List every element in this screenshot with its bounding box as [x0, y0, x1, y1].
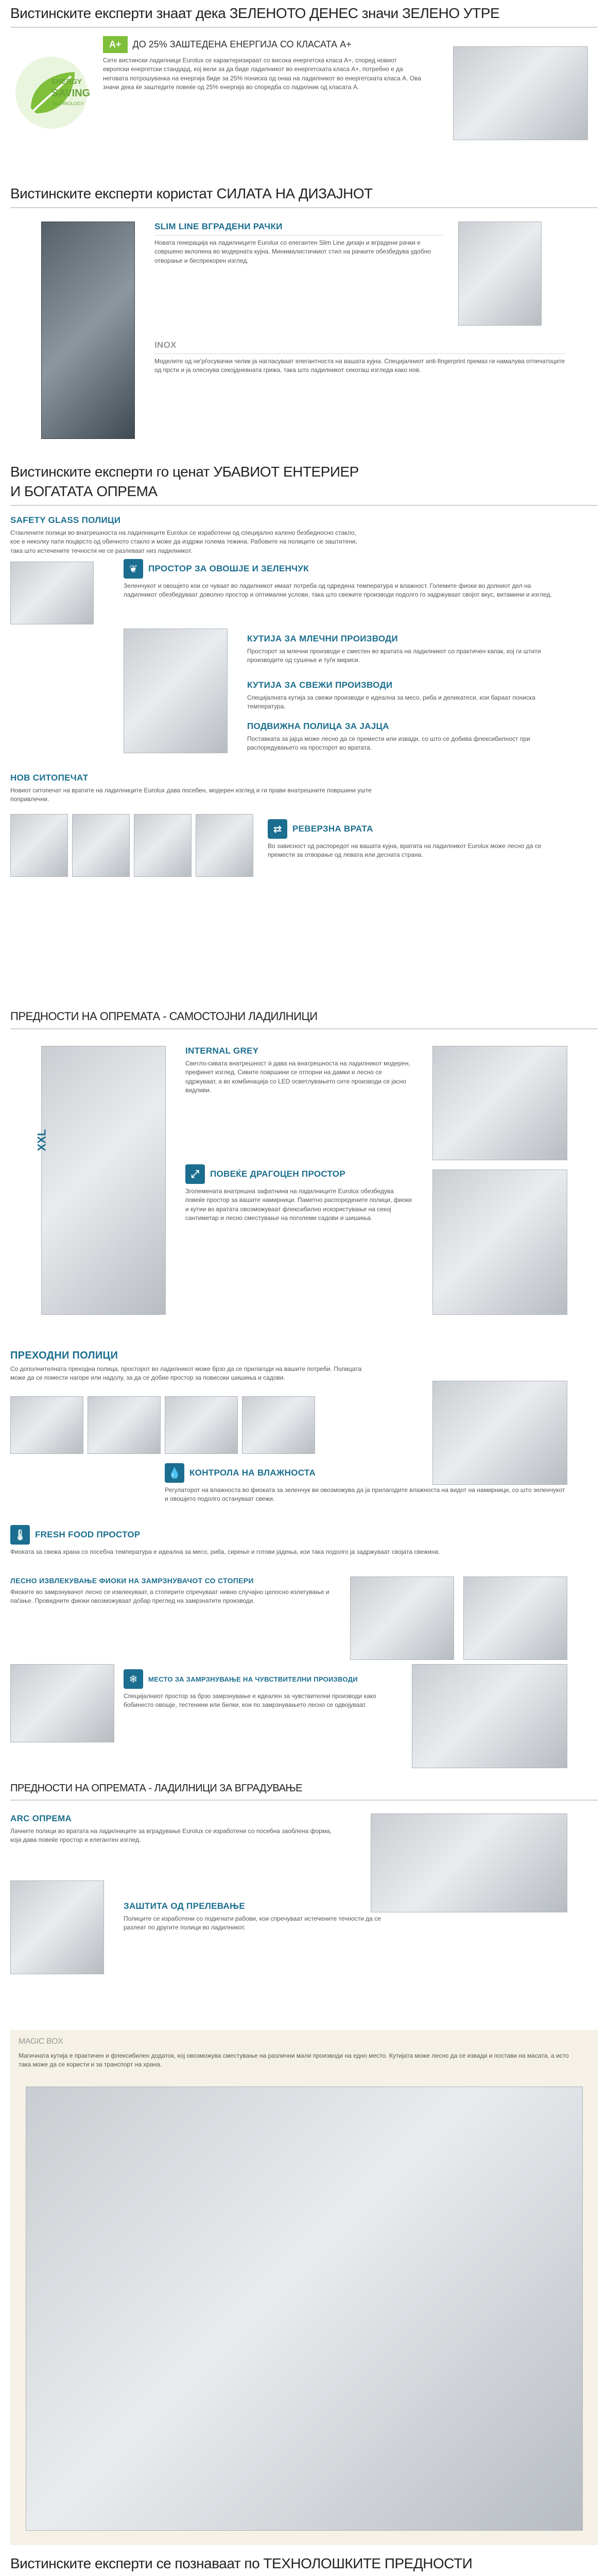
reversible-door-block: [268, 819, 566, 863]
energy-description: Сите вистински ладилници Eurolux се карактеризираат со висока енергетска класа А+, според новиот европски енергетски стандард, кој вели за да биде ладилникот во енергетската класа А+, потребно е да неговата потрошувачка на енергија биде за 25% пониска од онаа на ладилникот во енергетската класа А. Ова значи дека ќе заштедите повеќе од 25% енергија во споредба со ладилник од класата А.: [103, 57, 422, 91]
fridge-photo-slim: [41, 222, 135, 439]
arc-title: ARC ОПРЕМА: [10, 1814, 72, 1823]
interior-title-2: И БОГАТАТА ОПРЕМА: [10, 483, 158, 499]
snowflake-icon: ❄: [124, 1669, 143, 1689]
xxl-label: XXL: [35, 1129, 48, 1151]
safety-glass-text: Стаклените полици во внатрешноста на ладилниците Eurolux се изработени од специјално калено безбедносно стакло, кое е неколку пати поцврсто од обичното стакло и може да издржи голема тежина. Рабовите на полиците се заштитени, така што истечените течности не се разлеваат низ ладилникот.: [10, 529, 357, 554]
advantages-section: [10, 1010, 598, 1350]
magic-box-title: MAGIC BOX: [19, 2037, 63, 2046]
humidity-text: Регулаторот на влажноста во фиоката за зеленчук ви овозможува да ја прилагодите влажноста на видот на намирници, со што зеленчукот и овошјето подолго остануваат свежи.: [165, 1486, 565, 1503]
freeze-spot-block: [124, 1669, 391, 1713]
drawer-stop-text: Фиоките во замрзнувачот лесно се извлекуваат, а стоперите спречуваат нивно случајно целосно излегување и паѓање. Провидните фиоки овозможуваат добар преглед на замрзнатите производи.: [10, 1588, 329, 1605]
overflow-title: ЗАШТИТА ОД ПРЕЛЕВАЊЕ: [124, 1901, 246, 1911]
drawer-stop-title: ЛЕСНО ИЗВЛЕКУВАЊЕ ФИОКИ НА ЗАМРЗНУВАЧОТ СО СТОПЕРИ: [10, 1577, 254, 1585]
safety-glass-title: SAFETY GLASS ПОЛИЦИ: [10, 515, 121, 525]
egg-text: Поставката за јајца може лесно да се премести или извади, со што се добива флексибилност при распоредувањето на просторот во вратата.: [247, 735, 530, 752]
open-fridge-photo: [41, 1046, 166, 1315]
inox-text: Моделите од не'рѓосувачки челик ја нагласуваат елегантноста на вашата кујна. Специјалниот anti-fingerprint премаз ги намалува отпечатоците од прсти и ја олеснува секојдневната грижа, така што ладилникот секогаш изгледа како нов.: [154, 358, 565, 374]
veg-text: Зеленчукот и овошјето кои се чуваат во ладилникот имаат потреба од одредена температура и влажност. Големите фиоки во долниот дел на ладилникот обезбедуваат доволно простор и оптимални услови, така што свежите производи подолго го задржуваат својот вкус, витамини и изглед.: [124, 582, 552, 599]
overflow-text: Полиците се изработени со подигнати рабови, кои спречуваат истечените течности да се разлеат по другите полици во ладилникот.: [124, 1915, 381, 1931]
energy-section: [10, 36, 598, 191]
shelves-text: Со дополнителната преходна полица, просторот во ладилникот може брзо да се прилагоди на вашите потреби. Полицата може да се помести нагоре или надолу, за да се добие простор за повисоки шишиња и садови.: [10, 1365, 362, 1382]
veg-title: ПРОСТОР ЗА ОВОШЈЕ И ЗЕЛЕНЧУК: [148, 564, 309, 573]
design-section: [10, 185, 598, 464]
arc-block: [10, 1814, 340, 1848]
freeze-spot-photo: [10, 1664, 114, 1742]
fresh-food-block: [10, 1525, 566, 1560]
shelves-title: ПРЕХОДНИ ПОЛИЦИ: [10, 1350, 118, 1361]
design-title: Вистинските експерти користат СИЛАТА НА ДИЗАЈНОТ: [10, 185, 373, 201]
door-bins-photo: [124, 629, 228, 753]
shelf-photo-1: [10, 1396, 83, 1454]
internal-grey-title: INTERNAL GREY: [185, 1046, 259, 1056]
advantages-title: ПРЕДНОСТИ НА ОПРЕМАТА - САМОСТОЈНИ ЛАДИЛНИЦИ: [10, 1010, 318, 1023]
shelves-section: [10, 1350, 598, 1783]
grey-interior-photo: [432, 1046, 567, 1160]
freezer-drawer-photo-2: [463, 1577, 567, 1660]
interior-title-1: Вистинските експерти го ценат УБАВИОТ ЕНТЕРИЕР: [10, 464, 359, 480]
advantages-rule: [10, 1028, 598, 1029]
freeze-spot-title: МЕСТО ЗА ЗАМРЗНУВАЊЕ НА ЧУВСТВИТЕЛНИ ПРОИЗВОДИ: [148, 1675, 358, 1683]
new-print-title: НОВ СИТОПЕЧАТ: [10, 773, 89, 783]
interior-photo-4: [196, 814, 253, 877]
fresh-food-title: FRESH FOOD ПРОСТОР: [35, 1530, 141, 1539]
magic-box-text: Магичната кутија е практичен и флексибилен додаток, кој овозможува сместување на различни мали производи на едно место. Кутијата може лесно да се извади и постави на масата, а исто така може да се користи и за транспорт на храна.: [19, 2052, 569, 2069]
internal-grey-block: [185, 1046, 412, 1098]
glass-shelf-photo: [10, 562, 94, 624]
fresh-box-title: КУТИЈА ЗА СВЕЖИ ПРОИЗВОДИ: [247, 680, 393, 690]
slim-line-block: [154, 222, 443, 268]
inox-block: [154, 340, 566, 378]
egg-block: [247, 721, 556, 756]
reversible-door-text: Во зависност од распоредот на вашата кујна, вратата на ладилникот Eurolux може лесно да се премести за отворање од левата или десната страна.: [268, 842, 542, 859]
drawer-stop-block: [10, 1577, 329, 1609]
page-title: Вистинските експерти знаат дека ЗЕЛЕНОТО ДЕНЕС значи ЗЕЛЕНО УТРЕ: [10, 5, 500, 21]
freezer-drawer-photo: [350, 1577, 454, 1660]
energy-class-badge: A+: [103, 36, 128, 53]
more-space-title: ПОВЕЌЕ ДРАГОЦЕН ПРОСТОР: [210, 1169, 345, 1179]
safety-glass-block: [10, 515, 360, 558]
inox-title: INOX: [154, 340, 177, 350]
energy-saving-logo: [10, 52, 93, 134]
more-space-text: Зголемената внатрешна зафатнина на ладилниците Eurolux обезбедува повеќе простор за вашите намирници. Паметно распоредените полици, фиоки и кутии во вратата овозможуваат флексибилно искористување на секој сантиметар и лесно сместување на поголеми садови и шишиња.: [185, 1188, 412, 1222]
doors-section: [10, 1783, 598, 2020]
dairy-block: [247, 634, 556, 668]
title-rule: [10, 27, 598, 28]
tech-section: [10, 2555, 598, 2576]
new-print-text: Новиот ситопечат на вратите на ладилниците Eurolux дава посебен, модерен изглед и ги прави внатрешните површини уште попривлечни.: [10, 787, 372, 803]
tech-title: Вистинските експерти се познаваат по ТЕХНОЛОШКИТЕ ПРЕДНОСТИ: [10, 2555, 473, 2571]
leaf-icon: ❦: [124, 559, 143, 579]
interior-photo-1: [10, 814, 68, 877]
expand-icon: ⤢: [185, 1164, 205, 1184]
freeze-spot-text: Специјалниот простор за брзо замрзнување е идеален за чувствителни производи како бобинесто овошје, тестенини или билки, кои по замрзнувањето лесно се одвојуваат.: [124, 1692, 376, 1709]
fresh-box-text: Специјалната кутија за свежи производи е идеална за месо, риба и деликатеси, кои бараат пониска температура.: [247, 694, 536, 710]
interior-photo-2: [72, 814, 130, 877]
arc-shelves-photo: [371, 1814, 567, 1912]
logo-text-energy: ENERGY: [51, 77, 82, 86]
humidity-block: [165, 1463, 566, 1507]
dairy-title: КУТИЈА ЗА МЛЕЧНИ ПРОИЗВОДИ: [247, 634, 398, 643]
droplet-icon: 💧: [165, 1463, 184, 1483]
egg-title: ПОДВИЖНА ПОЛИЦА ЗА ЈАЈЦА: [247, 721, 389, 731]
magic-box-photo: [26, 2087, 583, 2531]
freezer-photo: [412, 1664, 567, 1768]
more-space-block: [185, 1164, 412, 1226]
interior-rule: [10, 505, 598, 506]
thermometer-icon: 🌡: [10, 1525, 30, 1545]
header-section: [10, 5, 598, 34]
handle-photo: [458, 222, 542, 326]
fresh-box-block: [247, 680, 556, 715]
logo-text-technology: TECHNOLOGY: [51, 101, 84, 106]
doors-rule: [10, 1800, 598, 1801]
dairy-text: Просторот за млечни производи е сместен во вратата на ладилникот со практичен капак, кој ги штити производите од сушење и туѓи мириси.: [247, 648, 541, 664]
new-print-block: [10, 773, 402, 807]
internal-grey-text: Светло-сивата внатрешност ѝ дава на внатрешноста на ладилникот модерен, префинет изглед. Сивите површини се отпорни на дамки и лесно се одржуваат, а во комбинација со LED осветлувањето сите производи се јасно видливи.: [185, 1060, 410, 1094]
interior-section: [10, 464, 598, 1010]
design-rule: [10, 207, 598, 208]
slim-line-text: Новата генерација на ладилниците Eurolux со елегантен Slim Line дизајн и вградени рачки е совршено вклопена во модерната кујна. Минималистичкиот стил на рачките обезбедува удобно отворање и беспрекорен изглед.: [154, 239, 431, 264]
reversible-door-title: РЕВЕРЗНА ВРАТА: [292, 824, 373, 834]
veg-block: [124, 559, 556, 603]
swap-icon: ⇄: [268, 819, 287, 839]
shelf-photo-3: [165, 1396, 238, 1454]
inox-divider: [154, 353, 566, 354]
slim-line-title: SLIM LINE ВГРАДЕНИ РАЧКИ: [154, 222, 283, 231]
full-fridge-photo: [432, 1170, 567, 1315]
energy-label-image: [453, 46, 588, 140]
arc-text: Лачните полици во вратата на ладилниците за вградување Eurolux се изработени со посебна заоблена форма, која дава повеќе простор и елегантен изглед.: [10, 1827, 332, 1844]
door-shelf-photo: [10, 1880, 104, 1974]
humidity-title: КОНТРОЛА НА ВЛАЖНОСТА: [189, 1468, 316, 1478]
shelf-photo-2: [88, 1396, 161, 1454]
overflow-block: [124, 1901, 381, 1936]
fresh-food-text: Фиоката за свежа храна со посебна температура е идеална за месо, риба, сирење и готови јадења, кои така подолго ја задржуваат својата свежина.: [10, 1548, 440, 1555]
doors-title: ПРЕДНОСТИ НА ОПРЕМАТА - ЛАДИЛНИЦИ ЗА ВГРАДУВАЊЕ: [10, 1783, 302, 1794]
magic-box-section: [10, 2030, 598, 2545]
shelf-photo-4: [242, 1396, 315, 1454]
interior-photo-3: [134, 814, 192, 877]
energy-headline: ДО 25% ЗАШТЕДЕНА ЕНЕРГИЈА СО КЛАСАТА А+: [132, 39, 352, 49]
logo-text-saving: SAVING: [51, 88, 91, 99]
